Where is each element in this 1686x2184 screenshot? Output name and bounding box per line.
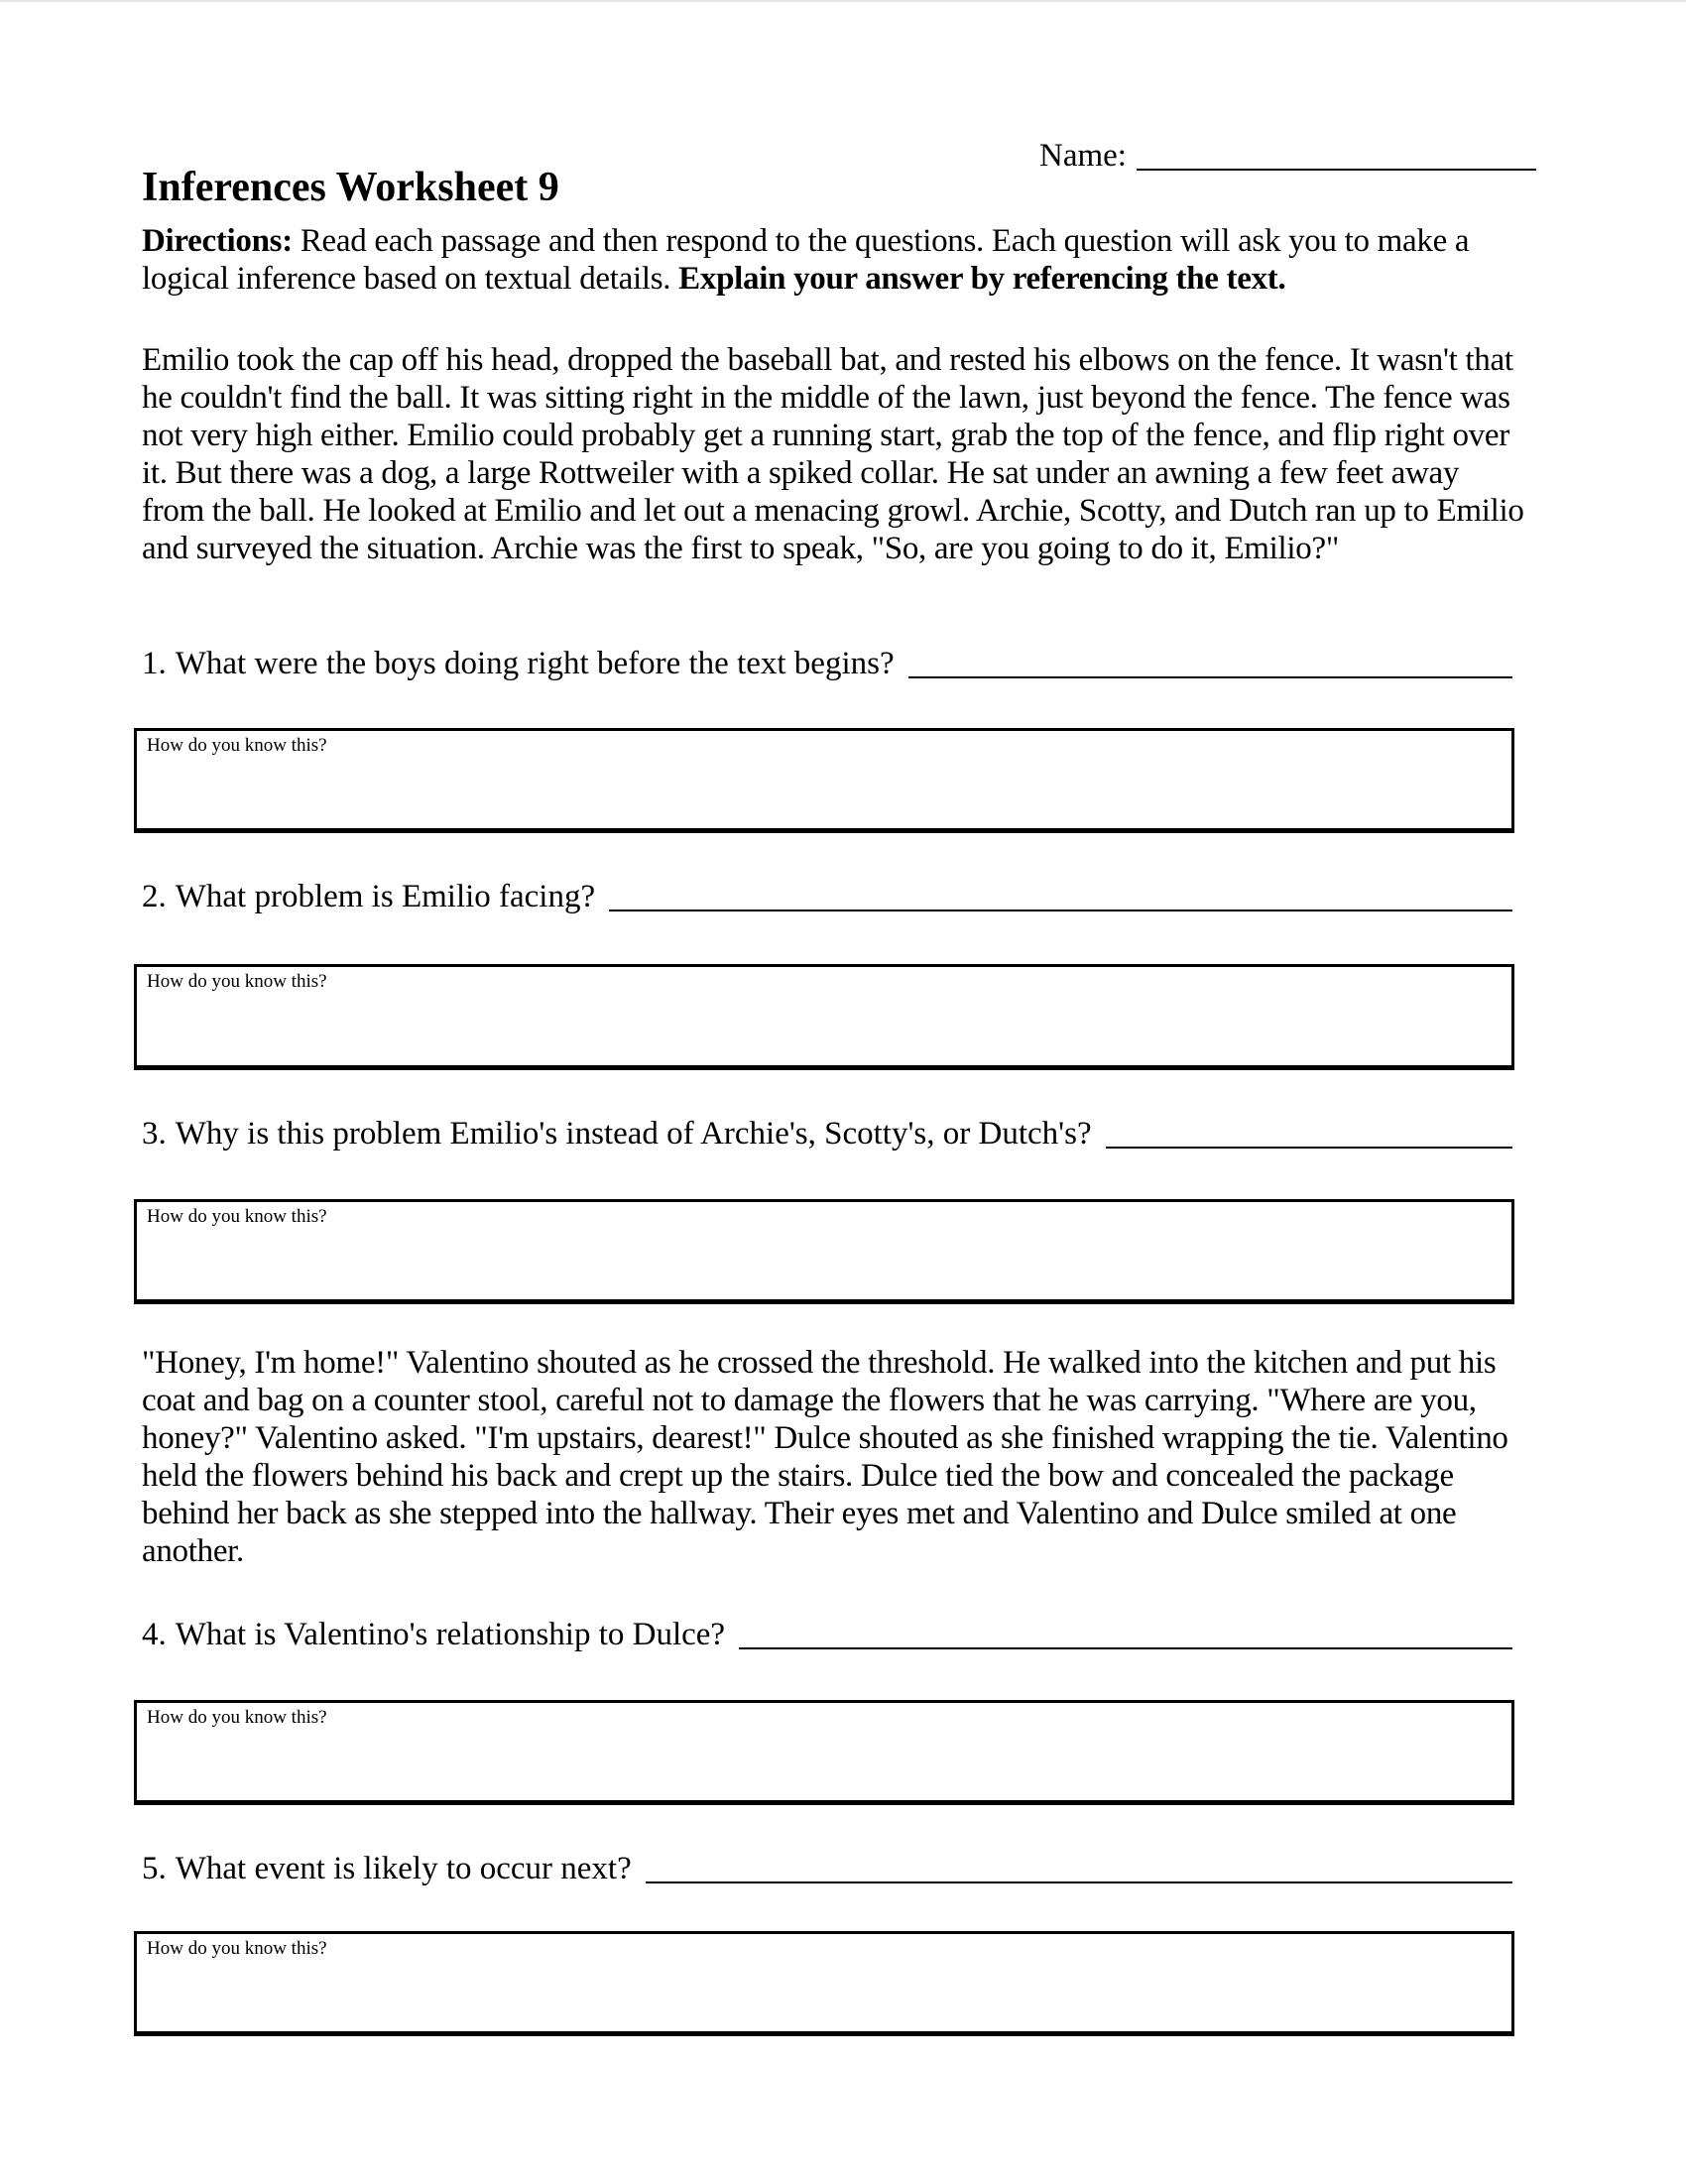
question-2 (142, 878, 1512, 915)
question-1-answer-line[interactable] (908, 645, 1512, 678)
question-3-answer-box[interactable] (134, 1199, 1514, 1304)
question-4-number: 4. (142, 1617, 167, 1652)
directions-body: Read each passage and then respond to the questions. Each question will ask you to make a logical inference based on textual details. (142, 223, 1470, 297)
question-2-number: 2. (142, 879, 167, 914)
question-4 (142, 1616, 1512, 1653)
question-2-box-label: How do you know this? (147, 971, 327, 992)
question-2-answer-box[interactable] (134, 964, 1514, 1070)
question-4-answer-line[interactable] (739, 1616, 1512, 1649)
passage-1: Emilio took the cap off his head, dropped the baseball bat, and rested his elbows on the fence. It wasn't that he couldn't find the ball. It was sitting right in the middle of the lawn, just beyond the fence. The fence was not very high either. Emilio could probably get a running start, grab the top of the fence, and flip right over it. But there was a dog, a large Rottweiler with a spiked collar. He sat under an awning a few feet away from the ball. He looked at Emilio and let out a menacing growl. Archie, Scotty, and Dutch ran up to Emilio and surveyed the situation. Archie was the first to speak, "So, are you going to do it, Emilio?" (142, 342, 1524, 566)
question-1-answer-box[interactable] (134, 728, 1514, 833)
question-1-text: What were the boys doing right before the text begins? (175, 646, 895, 681)
question-3-answer-line[interactable] (1106, 1115, 1512, 1149)
question-1-box-label: How do you know this? (147, 735, 327, 756)
question-5-answer-line[interactable] (646, 1850, 1512, 1883)
question-3 (142, 1115, 1512, 1153)
directions-emphasis: Explain your answer by referencing the text. (678, 261, 1286, 297)
question-1 (142, 645, 1512, 682)
question-3-text: Why is this problem Emilio's instead of Archie's, Scotty's, or Dutch's? (175, 1116, 1092, 1152)
question-3-box-label: How do you know this? (147, 1206, 327, 1227)
question-4-text: What is Valentino's relationship to Dulce? (175, 1617, 726, 1652)
question-5-box-label: How do you know this? (147, 1938, 327, 1959)
question-4-answer-box[interactable] (134, 1700, 1514, 1805)
question-2-text: What problem is Emilio facing? (175, 879, 596, 914)
page-title: Inferences Worksheet 9 (142, 165, 559, 210)
question-5 (142, 1850, 1512, 1887)
question-5-text: What event is likely to occur next? (175, 1851, 632, 1886)
question-1-number: 1. (142, 646, 167, 681)
name-blank-line[interactable] (1137, 137, 1536, 171)
directions (142, 222, 1530, 298)
question-4-box-label: How do you know this? (147, 1707, 327, 1728)
question-5-number: 5. (142, 1851, 167, 1886)
name-label: Name: (1039, 138, 1127, 174)
question-3-number: 3. (142, 1116, 167, 1152)
directions-label: Directions: (142, 223, 293, 259)
name-row (1039, 137, 1536, 175)
question-2-answer-line[interactable] (609, 878, 1512, 911)
question-5-answer-box[interactable] (134, 1931, 1514, 2036)
passage-2: "Honey, I'm home!" Valentino shouted as he crossed the threshold. He walked into the kitchen and put his coat and bag on a counter stool, careful not to damage the flowers that he was carrying. "Where are you, honey?" Valentino asked. "I'm upstairs, dearest!" Dulce shouted as she finished wrapping the tie. Valentino held the flowers behind his back and crept up the stairs. Dulce tied the bow and concealed the package behind her back as she stepped into the hallway. Their eyes met and Valentino and Dulce smiled at one another. (142, 1345, 1508, 1569)
